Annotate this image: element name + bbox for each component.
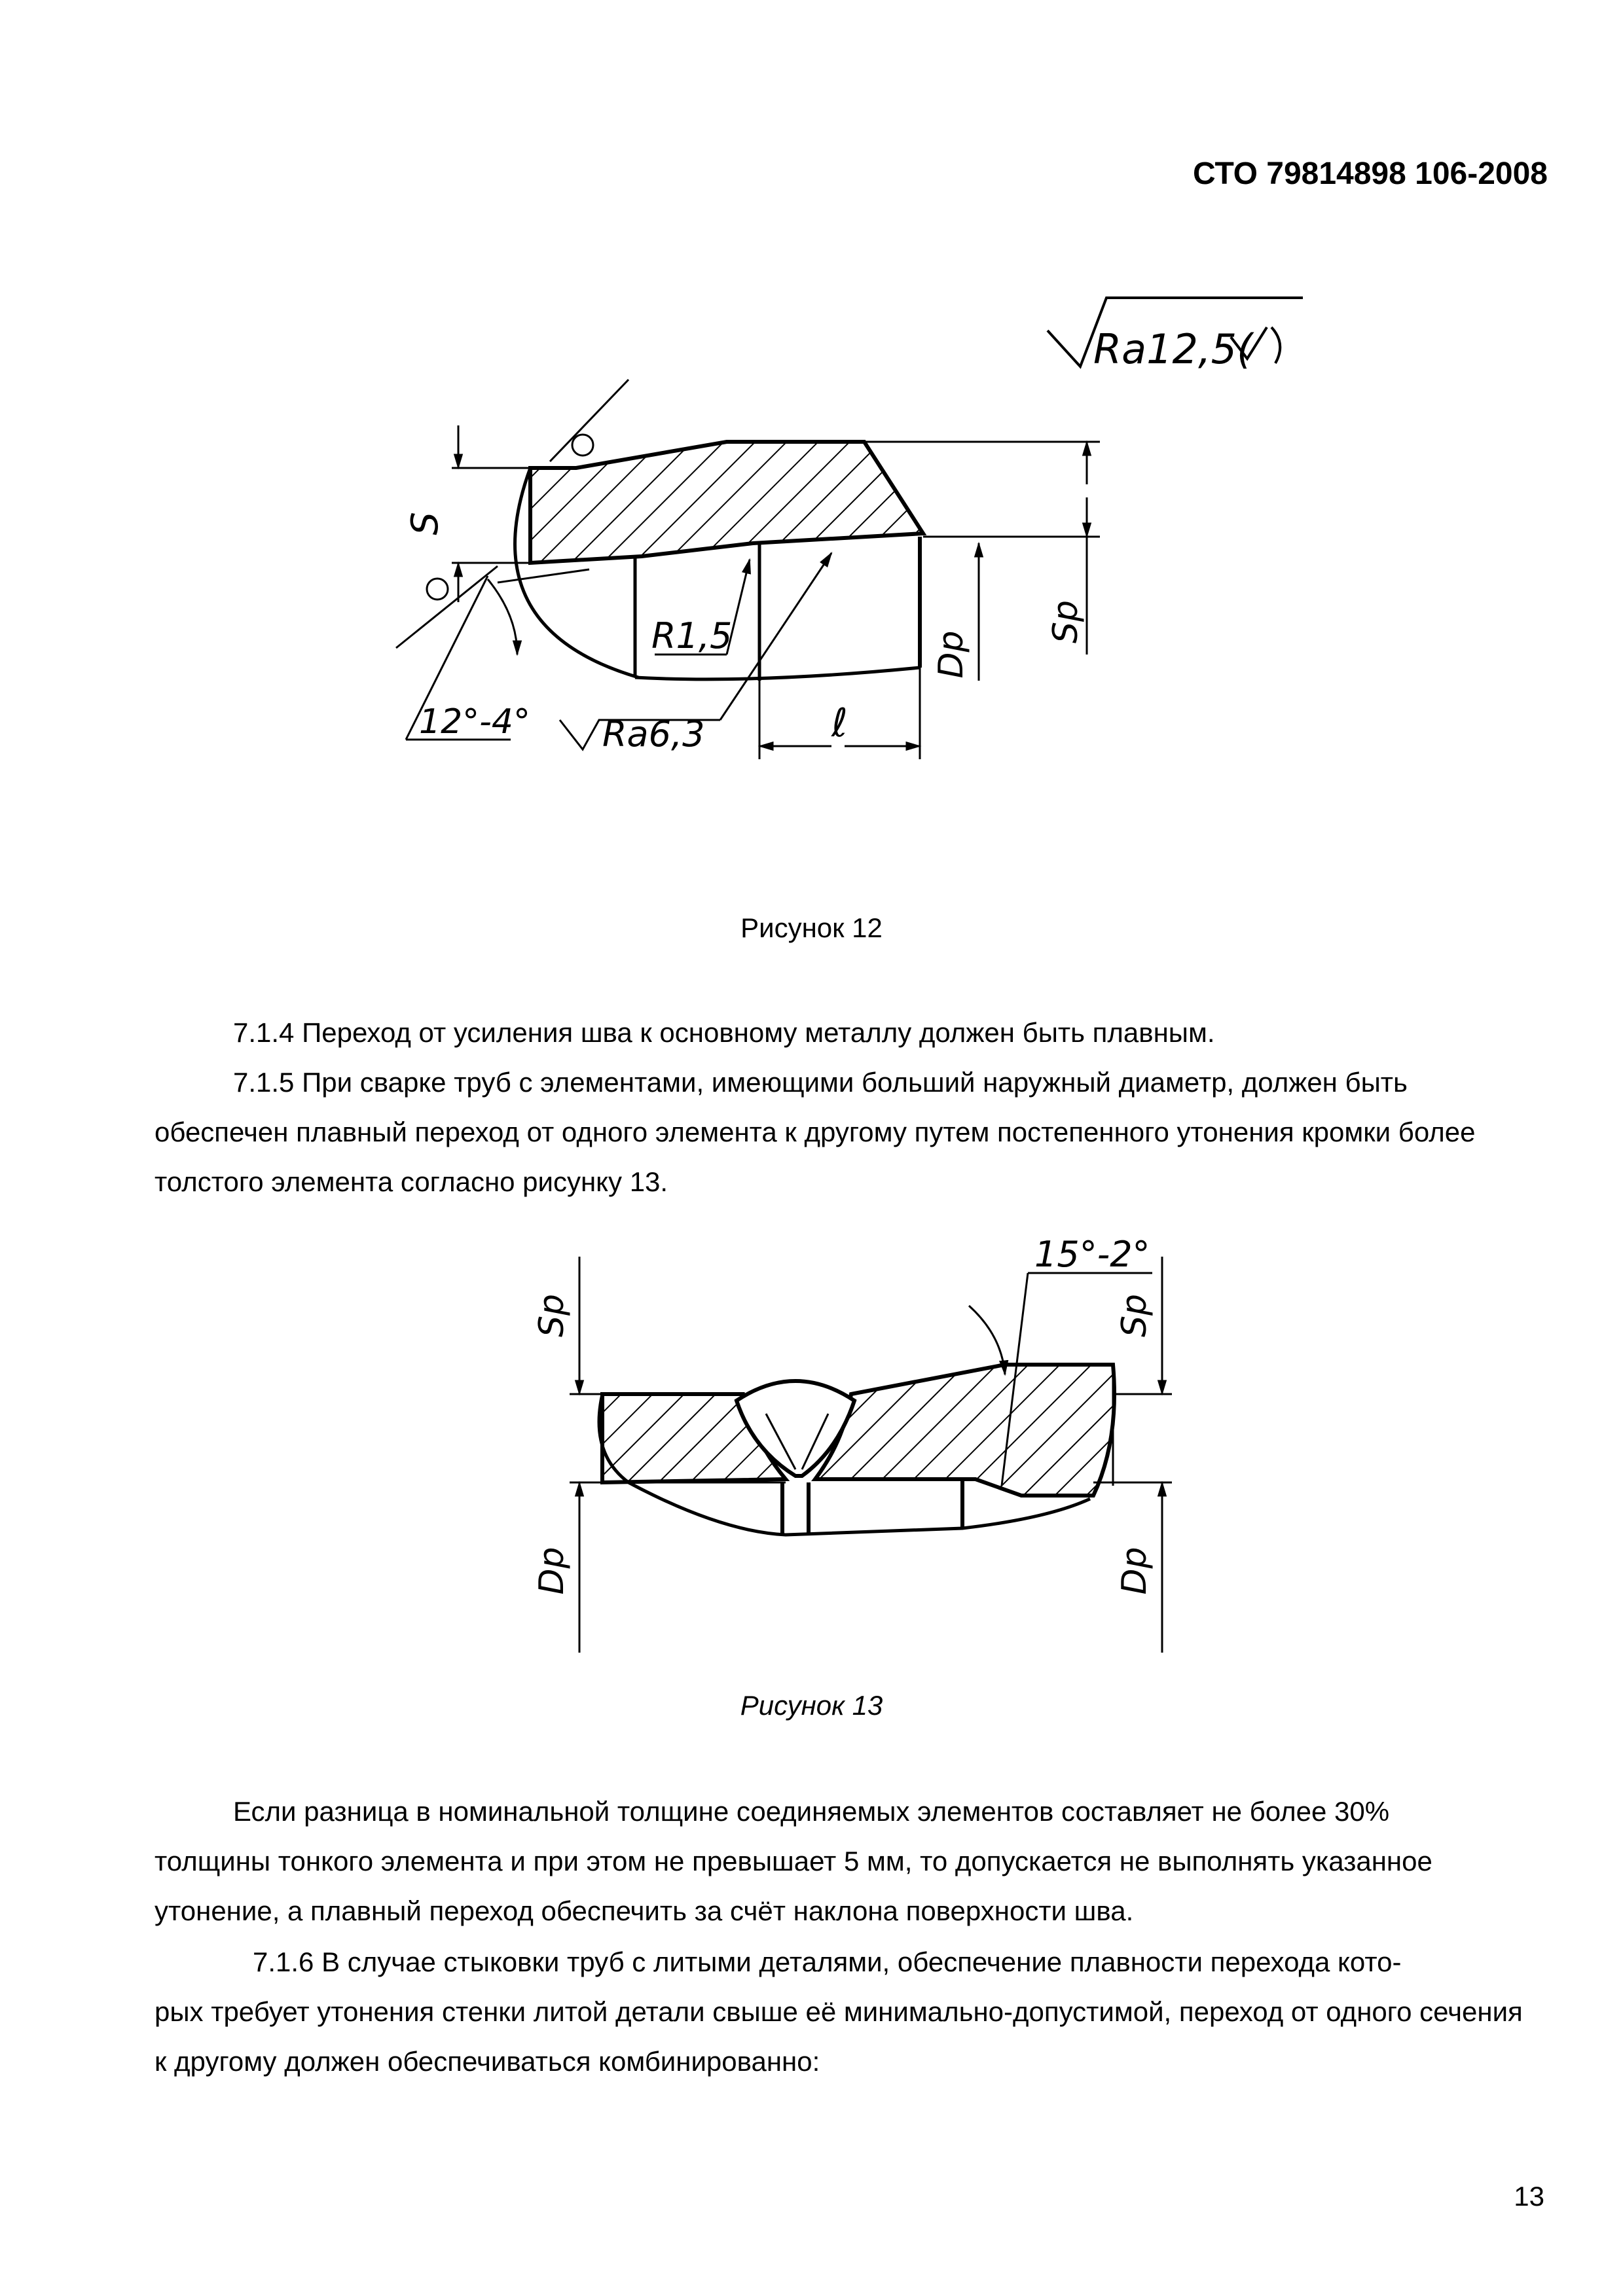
dimension-dp-label: Dp <box>932 630 971 679</box>
paragraph-7-1-4: 7.1.4 Переход от усиления шва к основному металлу должен быть плавным. <box>233 1017 1215 1048</box>
paragraph-thickness-rest: толщины тонкого элемента и при этом не превышает 5 мм, то допускается не выполнять указанное утонение, а плавный переход обеспечить за счёт наклона поверхности шва. <box>155 1846 1432 1926</box>
page-number: 13 <box>1514 2181 1544 2212</box>
figure-12-drawing <box>0 0 1623 851</box>
angle-label: 12°-4° <box>419 702 531 742</box>
paragraph-7-1-6-first-line: 7.1.6 В случае стыковки труб с литыми деталями, обеспечение плавности перехода кото- <box>253 1946 1402 1977</box>
figure-12-caption: Рисунок 12 <box>740 912 883 943</box>
dimension-l-label: ℓ <box>831 700 848 746</box>
paragraph-7-1-5-first-line: 7.1.5 При сварке труб с элементами, имеющими больший наружный диаметр, должен быть <box>233 1067 1408 1098</box>
wall-section <box>530 442 923 563</box>
dp-right-label: Dp <box>1115 1547 1154 1595</box>
document-code: СТО 79814898 106-2008 <box>1192 156 1548 191</box>
paragraph-thickness-first-line: Если разница в номинальной толщине соединяемых элементов составляет не более 30% <box>233 1796 1390 1827</box>
roughness-bore-label: Ra6,3 <box>602 713 705 755</box>
paragraph-7-1-6-rest: рых требует утонения стенки литой детали свыше её минимально-допустимой, переход от одного сечения к другому должен обеспечиваться комбинированно: <box>155 1996 1523 2077</box>
figure-13-caption: Рисунок 13 <box>740 1690 883 1721</box>
dp-left-label: Dp <box>532 1547 572 1595</box>
paragraph-7-1-5-rest: обеспечен плавный переход от одного элемента к другому путем постепенного утонения кромки более толстого элемента согласно рисунку 13. <box>155 1117 1476 1197</box>
dimension-sp-label: Sp <box>1046 600 1085 644</box>
sp-right-label: Sp <box>1115 1293 1154 1338</box>
dimension-s-label: S <box>404 512 447 535</box>
sp-left-label: Sp <box>532 1293 572 1338</box>
roughness-general-label: Ra12,5( <box>1093 325 1253 373</box>
radius-label: R1,5 <box>651 615 733 656</box>
right-tapered-element <box>815 1365 1114 1496</box>
figure-13-drawing <box>0 1211 1623 1669</box>
angle-label-13: 15°-2° <box>1034 1234 1150 1275</box>
